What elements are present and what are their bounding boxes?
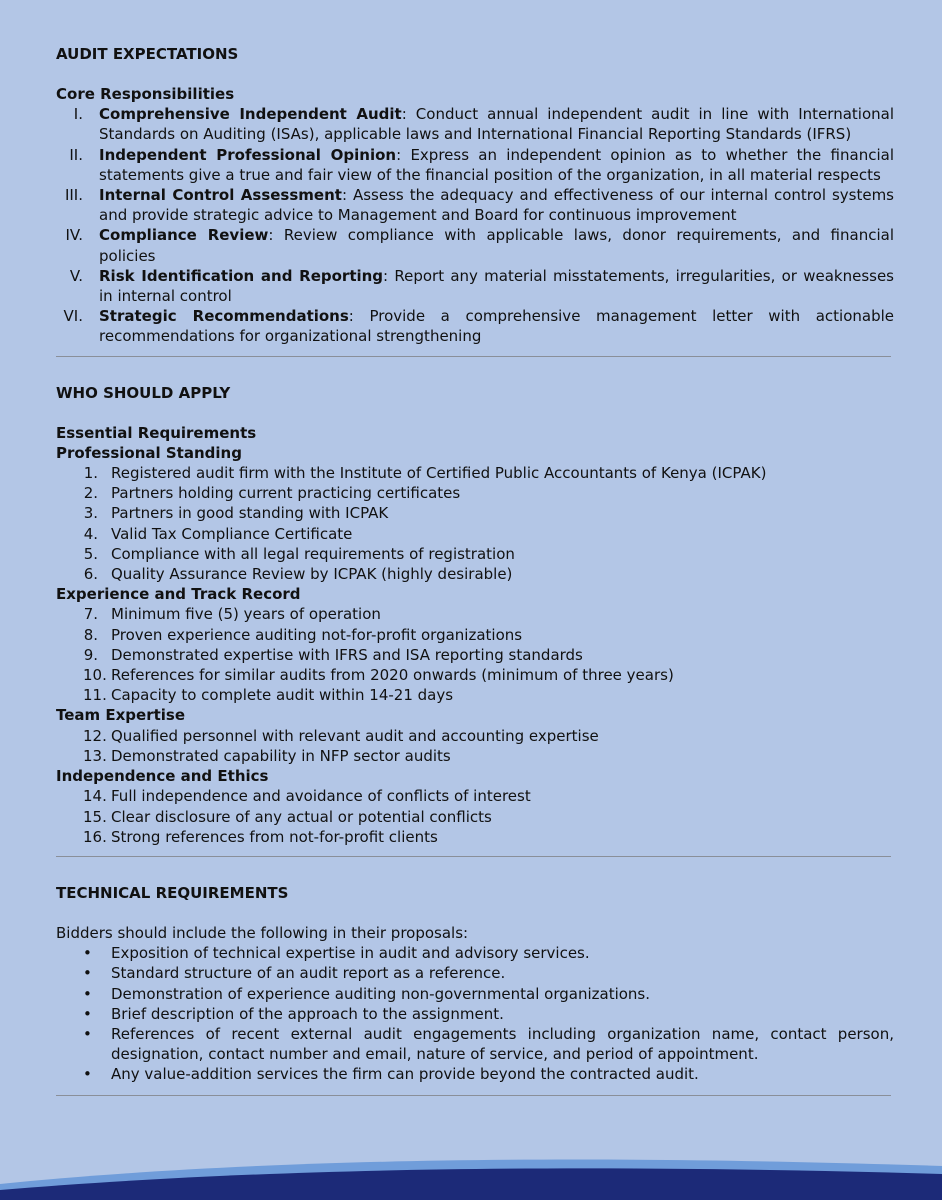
responsibility-text: : Conduct annual independent audit in line with International Standards on Auditing (ISAs), applicable laws and International Financial Reporting Standards (IFRS) — [99, 105, 894, 144]
responsibility-item — [56, 225, 894, 265]
requirement-group-heading: Professional Standing — [56, 443, 242, 462]
bullet-icon: • — [83, 1004, 92, 1023]
requirement-text: Demonstrated expertise with IFRS and ISA reporting standards — [111, 645, 583, 664]
list-marker: I. — [73, 105, 83, 124]
bullet-icon: • — [83, 964, 92, 983]
requirement-text: References for similar audits from 2020 onwards (minimum of three years) — [111, 666, 674, 685]
technical-intro: Bidders should include the following in their proposals: — [56, 923, 469, 942]
requirement-item — [56, 503, 894, 523]
list-marker: 2. — [83, 484, 98, 503]
requirement-item — [56, 726, 894, 746]
responsibility-title: Independent Professional Opinion — [99, 145, 397, 164]
subheading-core-responsibilities: Core Responsibilities — [56, 85, 235, 103]
requirement-text: Quality Assurance Review by ICPAK (highly desirable) — [111, 565, 513, 584]
list-marker: 10. — [83, 666, 107, 685]
requirement-text: Compliance with all legal requirements of registration — [111, 544, 515, 563]
requirement-item — [56, 544, 894, 564]
responsibility-item — [56, 104, 894, 144]
technical-requirement-text: Demonstration of experience auditing non-governmental organizations. — [111, 984, 651, 1003]
requirement-text: Proven experience auditing not-for-profit organizations — [111, 625, 523, 644]
list-marker: VI. — [63, 307, 83, 326]
requirement-text: Clear disclosure of any actual or potential conflicts — [111, 807, 492, 826]
requirement-text: Valid Tax Compliance Certificate — [111, 524, 353, 543]
list-marker: 7. — [83, 605, 98, 624]
requirement-item — [56, 746, 894, 766]
responsibility-title: Internal Control Assessment — [99, 186, 342, 205]
subheading-essential-requirements: Essential Requirements — [56, 423, 257, 442]
requirement-text: Demonstrated capability in NFP sector audits — [111, 746, 451, 765]
bullet-icon: • — [83, 944, 92, 963]
requirement-group-heading: Experience and Track Record — [56, 585, 301, 604]
requirement-item — [56, 524, 894, 544]
list-marker: 3. — [83, 504, 98, 523]
core-responsibilities-list — [56, 104, 894, 346]
requirement-item — [56, 463, 894, 483]
responsibility-title: Strategic Recommendations — [99, 307, 349, 326]
requirement-group-heading: Independence and Ethics — [56, 767, 269, 786]
responsibility-text: : Assess the adequacy and effectiveness of our internal control systems and provide strategic advice to Management and Board for continuous improvement — [99, 186, 894, 225]
responsibility-item — [56, 185, 894, 225]
technical-requirement-item — [56, 943, 894, 963]
list-marker: 14. — [83, 787, 107, 806]
responsibility-item — [56, 306, 894, 346]
list-marker: 11. — [83, 686, 107, 705]
requirement-text: Strong references from not-for-profit clients — [111, 827, 438, 846]
responsibility-item — [56, 266, 894, 306]
requirement-item — [56, 483, 894, 503]
requirement-item — [56, 786, 894, 806]
requirement-item — [56, 604, 894, 624]
requirement-item — [56, 645, 894, 665]
list-marker: II. — [69, 145, 83, 164]
requirement-text: Registered audit firm with the Institute of Certified Public Accountants of Kenya (ICPAK) — [111, 464, 767, 483]
requirement-text: Capacity to complete audit within 14-21 days — [111, 686, 454, 705]
requirement-item — [56, 807, 894, 827]
requirement-item — [56, 625, 894, 645]
technical-requirement-item — [56, 984, 894, 1004]
technical-requirement-item — [56, 1004, 894, 1024]
document-content — [56, 44, 894, 1096]
list-marker: 9. — [83, 645, 98, 664]
responsibility-title: Compliance Review — [99, 226, 269, 245]
list-marker: III. — [64, 186, 83, 205]
responsibility-item — [56, 145, 894, 185]
technical-requirement-text: References of recent external audit engagements including organization name, contact person, designation, contact number and email, nature of service, and period of appointment. — [111, 1024, 894, 1064]
requirement-text: Partners in good standing with ICPAK — [111, 504, 389, 523]
technical-requirement-item — [56, 1064, 894, 1084]
list-marker: 15. — [83, 807, 107, 826]
technical-requirement-text: Standard structure of an audit report as a reference. — [111, 964, 506, 983]
bullet-icon: • — [83, 1024, 92, 1043]
responsibility-text: : Review compliance with applicable laws, donor requirements, and financial policies — [99, 226, 894, 265]
technical-requirement-text: Any value-addition services the firm can provide beyond the contracted audit. — [111, 1065, 699, 1084]
requirement-item — [56, 827, 894, 847]
requirement-text: Minimum five (5) years of operation — [111, 605, 381, 624]
requirement-item — [56, 685, 894, 705]
section-divider — [56, 1095, 891, 1096]
list-marker: 6. — [83, 565, 98, 584]
responsibility-text: : Report any material misstatements, irregularities, or weaknesses in internal control — [99, 266, 894, 306]
requirement-text: Full independence and avoidance of conflicts of interest — [111, 787, 531, 806]
technical-requirement-item — [56, 963, 894, 983]
requirement-item — [56, 564, 894, 584]
responsibility-text: : Provide a comprehensive management letter with actionable recommendations for organizational strengthening — [99, 307, 894, 346]
requirement-text: Qualified personnel with relevant audit and accounting expertise — [111, 726, 599, 745]
list-marker: 4. — [83, 524, 98, 543]
requirement-group-heading: Team Expertise — [56, 706, 186, 725]
section-title-who-should-apply: WHO SHOULD APPLY — [56, 383, 231, 402]
requirement-item — [56, 665, 894, 685]
list-marker: 1. — [83, 464, 98, 483]
requirement-text: Partners holding current practicing certificates — [111, 484, 461, 503]
technical-requirement-text: Brief description of the approach to the assignment. — [111, 1004, 504, 1023]
list-marker: 12. — [83, 726, 107, 745]
section-title-technical-requirements: TECHNICAL REQUIREMENTS — [56, 883, 289, 902]
requirements-groups — [56, 443, 894, 847]
bullet-icon: • — [83, 984, 92, 1003]
technical-requirements-list — [56, 943, 894, 1084]
technical-requirement-item — [56, 1024, 894, 1064]
technical-requirement-text: Exposition of technical expertise in audit and advisory services. — [111, 944, 590, 963]
footer-wave-decoration — [0, 1140, 942, 1200]
list-marker: 5. — [83, 544, 98, 563]
list-marker: IV. — [65, 226, 83, 245]
bullet-icon: • — [83, 1065, 92, 1084]
list-marker: V. — [69, 266, 83, 285]
responsibility-title: Comprehensive Independent Audit — [99, 105, 402, 124]
section-title-audit-expectations: AUDIT EXPECTATIONS — [56, 45, 239, 63]
responsibility-title: Risk Identification and Reporting — [99, 266, 384, 285]
list-marker: 13. — [83, 746, 107, 765]
responsibility-text: : Express an independent opinion as to whether the financial statements give a true and fair view of the financial position of the organization, in all material respects — [99, 145, 894, 184]
list-marker: 16. — [83, 827, 107, 846]
list-marker: 8. — [83, 625, 98, 644]
